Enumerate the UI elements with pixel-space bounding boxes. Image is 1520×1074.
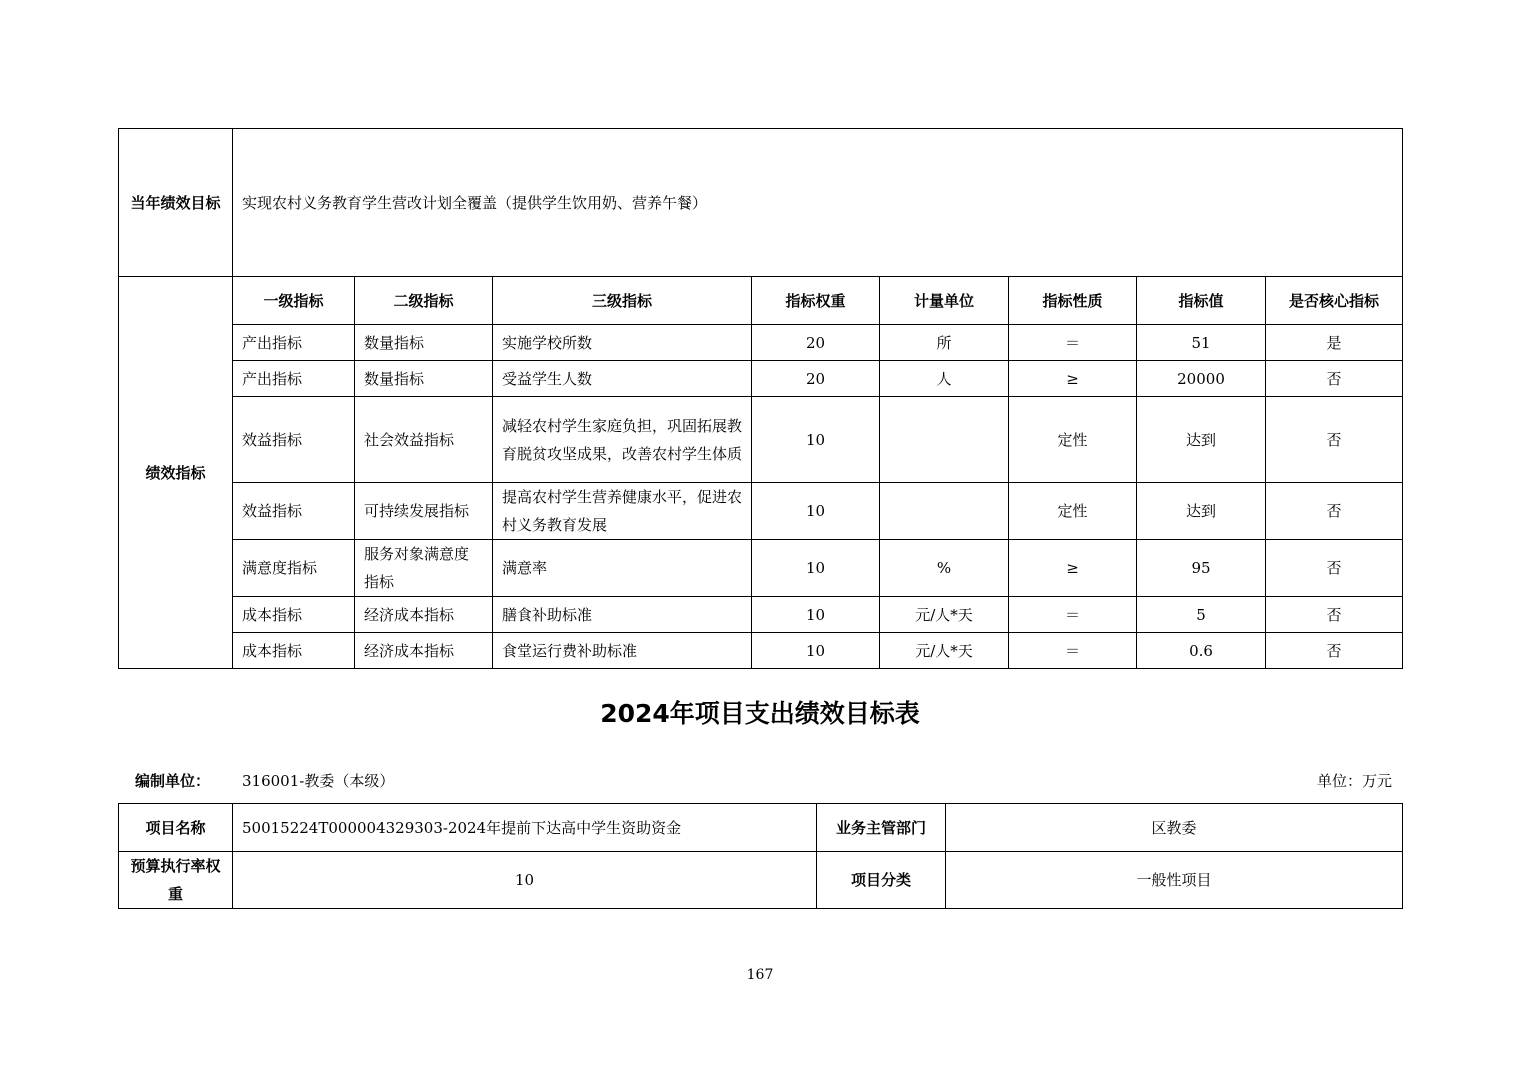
cell-level2: 经济成本指标 (355, 597, 493, 633)
cell-nature: 定性 (1009, 397, 1137, 483)
cell-nature: 定性 (1009, 483, 1137, 540)
category-value: 一般性项目 (946, 852, 1403, 909)
cell-unit (880, 397, 1009, 483)
cell-core: 否 (1266, 361, 1403, 397)
dept-label: 业务主管部门 (817, 804, 946, 852)
project-name-label: 项目名称 (119, 804, 233, 852)
page-number: 167 (746, 967, 774, 983)
cell-level2: 数量指标 (355, 325, 493, 361)
table-row (119, 397, 1403, 483)
cell-weight: 10 (752, 540, 880, 597)
header-level3: 三级指标 (493, 277, 752, 325)
cell-weight: 10 (752, 483, 880, 540)
cell-unit: % (880, 540, 1009, 597)
cell-level2: 数量指标 (355, 361, 493, 397)
cell-level3: 减轻农村学生家庭负担，巩固拓展教育脱贫攻坚成果，改善农村学生体质 (493, 397, 752, 483)
cell-core: 否 (1266, 540, 1403, 597)
indicators-label: 绩效指标 (119, 277, 233, 669)
section-title: 2024年项目支出绩效目标表 (600, 699, 920, 728)
cell-value: 20000 (1137, 361, 1266, 397)
header-level1: 一级指标 (233, 277, 355, 325)
cell-level1: 产出指标 (233, 361, 355, 397)
annual-goal-text: 实现农村义务教育学生营改计划全覆盖（提供学生饮用奶、营养午餐） (233, 129, 1403, 277)
cell-unit: 元/人*天 (880, 597, 1009, 633)
header-core: 是否核心指标 (1266, 277, 1403, 325)
cell-level2: 经济成本指标 (355, 633, 493, 669)
dept-value: 区教委 (946, 804, 1403, 852)
cell-level3: 膳食补助标准 (493, 597, 752, 633)
header-level2: 二级指标 (355, 277, 493, 325)
category-label: 项目分类 (817, 852, 946, 909)
cell-core: 否 (1266, 483, 1403, 540)
indicator-header-row (119, 277, 1403, 325)
table-row (119, 633, 1403, 669)
cell-level2: 社会效益指标 (355, 397, 493, 483)
cell-level1: 产出指标 (233, 325, 355, 361)
cell-weight: 20 (752, 325, 880, 361)
header-unit: 计量单位 (880, 277, 1009, 325)
cell-unit (880, 483, 1009, 540)
cell-level2: 服务对象满意度指标 (355, 540, 493, 597)
cell-level3: 提高农村学生营养健康水平，促进农村义务教育发展 (493, 483, 752, 540)
cell-level2: 可持续发展指标 (355, 483, 493, 540)
header-value: 指标值 (1137, 277, 1266, 325)
header-nature: 指标性质 (1009, 277, 1137, 325)
cell-level1: 满意度指标 (233, 540, 355, 597)
cell-level3: 实施学校所数 (493, 325, 752, 361)
performance-indicator-table (118, 128, 1403, 669)
cell-weight: 10 (752, 633, 880, 669)
cell-core: 否 (1266, 397, 1403, 483)
cell-unit: 人 (880, 361, 1009, 397)
cell-core: 是 (1266, 325, 1403, 361)
cell-nature: ＝ (1009, 325, 1137, 361)
cell-weight: 10 (752, 397, 880, 483)
cell-level1: 成本指标 (233, 597, 355, 633)
cell-value: 达到 (1137, 397, 1266, 483)
project-name-value: 50015224T000004329303-2024年提前下达高中学生资助资金 (233, 804, 817, 852)
cell-weight: 20 (752, 361, 880, 397)
budget-rate-value: 10 (233, 852, 817, 909)
table-row (119, 540, 1403, 597)
cell-level3: 受益学生人数 (493, 361, 752, 397)
cell-unit: 所 (880, 325, 1009, 361)
cell-nature: ＝ (1009, 633, 1137, 669)
table-row (119, 597, 1403, 633)
cell-level3: 满意率 (493, 540, 752, 597)
table-row (119, 361, 1403, 397)
org-value: 316001-教委（本级） (242, 772, 395, 790)
cell-weight: 10 (752, 597, 880, 633)
annual-goal-label: 当年绩效目标 (119, 129, 233, 277)
cell-nature: ＝ (1009, 597, 1137, 633)
project-info-table (118, 803, 1403, 909)
table-row (119, 804, 1403, 852)
budget-rate-label: 预算执行率权重 (119, 852, 233, 909)
cell-core: 否 (1266, 597, 1403, 633)
table-row (119, 325, 1403, 361)
table-row (119, 483, 1403, 540)
cell-value: 5 (1137, 597, 1266, 633)
unit-label: 单位：万元 (1316, 772, 1392, 790)
cell-nature: ≥ (1009, 540, 1137, 597)
cell-level3: 食堂运行费补助标准 (493, 633, 752, 669)
cell-core: 否 (1266, 633, 1403, 669)
cell-level1: 效益指标 (233, 483, 355, 540)
cell-value: 51 (1137, 325, 1266, 361)
cell-nature: ≥ (1009, 361, 1137, 397)
header-weight: 指标权重 (752, 277, 880, 325)
cell-value: 0.6 (1137, 633, 1266, 669)
cell-level1: 效益指标 (233, 397, 355, 483)
cell-unit: 元/人*天 (880, 633, 1009, 669)
org-label: 编制单位： (135, 772, 211, 790)
cell-value: 95 (1137, 540, 1266, 597)
cell-value: 达到 (1137, 483, 1266, 540)
table-row (119, 852, 1403, 909)
cell-level1: 成本指标 (233, 633, 355, 669)
